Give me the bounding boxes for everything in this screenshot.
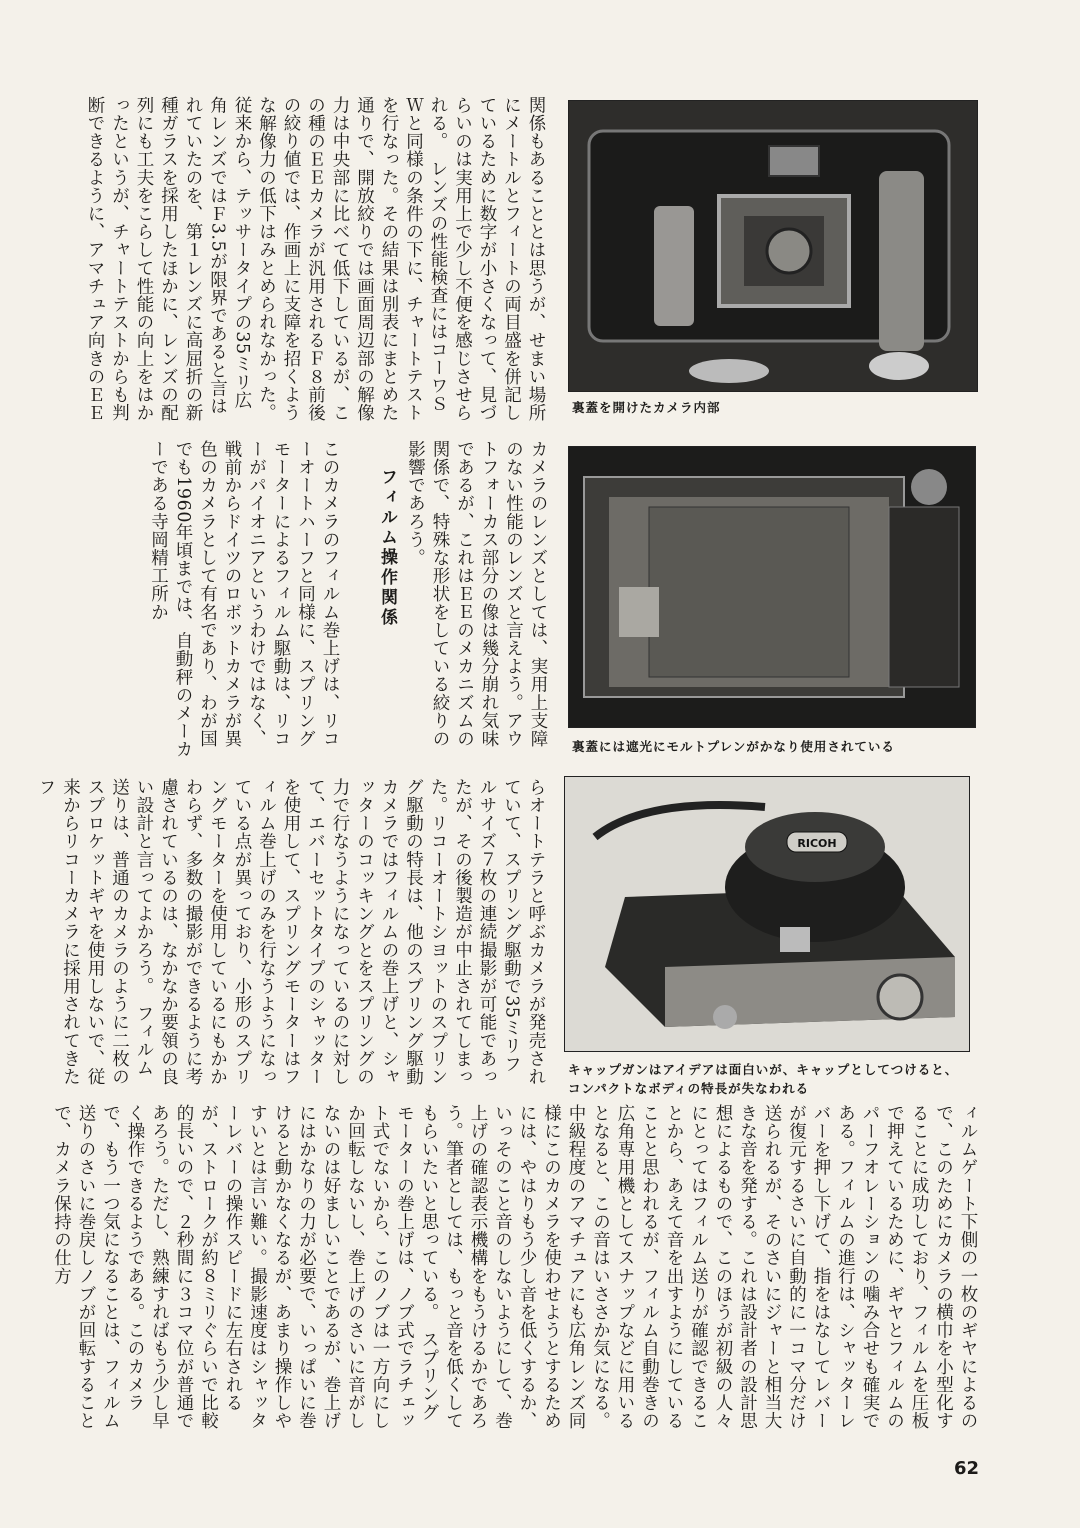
photo-camera-with-cap	[564, 776, 970, 1052]
caption-photo-3: キャップガンはアイデアは面白いが、キャップとしてつけると、コンパクトなボディの特長が失なわれる	[568, 1062, 959, 1096]
column-bottom: ィルムゲート下側の一枚のギヤによるので、このためにカメラの横巾を小型化することに成功しており、フィルムを圧板で押えているために、ギヤとフィルムのパーフオレーションの噛み合せも確実である。フィルムの進行は、シャッターレバーを押し下げて、指をはなしてレバーが復元するさいに自動的に一コマ分だけ送られるが、そのさいにジャーと相当大きな音を発する。これは設計者の設計思想によるもので、このほうが初級の人々にとってはフィルム送りが確認できることから、あえて音を出すようにしていることと思われるが、フィルム自動巻きの広角専用機としてスナップなどに用いるとなると、この音はいささか気になる。中級程度のアマチュアにも広角レンズ同様にこのカメラを使わせようとするためには、やはりもう少し音を低くするか、いっそのこと音のしないようにして、巻上げの確認表示機構をもうけるかであろう。筆者としては、もっと音を低くしてもらいたいと思っている。 スプリングモーターの巻上げは、ノブ式でラチェット式でないから、このノブは一方向にしか回転しないし、巻上げのさいに音がしないのは好ましいことであるが、巻上げにはかなりの力が必要で、いっぱいに巻けると動かなくなるが、あまり操作しやすいとは言い難い。撮影速度はシャッターレバーの操作スピードに左右されるが、ストロークが約８ミリぐらいで比較的長いので、２秒間に３コマ位が普通であろう。ただし、熟練すればもう少し早く操作できるようである。このカメラで、もう一つ気になることは、フィルム送りのさいに巻戻しノブが回転することで、カメラ保持の仕方	[51, 1104, 978, 1430]
column-bottom-right: らオートテラと呼ぶカメラが発売されていて、スプリング駆動で35ミリフルサイズ７枚の連続撮影が可能であったが、その後製造が中止されてしまった。リコーオートシヨットのスプリング駆動の特長は、他のスプリング駆動カメラではフィルムの巻上げと、シャッターのコッキングとをスプリングの力で行なうようになっているのに対して、エバーセットタイプのシャッターを使用して、スプリングモーターはフィルム巻上げのみを行なうようになっている点が異っており、小形のスプリングモーターを使用しているにもかかわらず、多数の撮影ができるように考慮されているのは、なかなか要領の良い設計と言ってよかろう。 フィルム送りは、普通のカメラのように二枚のスプロケットギヤを使用しないで、従来からリコーカメラに採用されてきたフ	[36, 778, 546, 1086]
camera-interior-illustration	[569, 101, 977, 391]
camera-with-cap-illustration	[565, 777, 969, 1051]
section-heading: フィルム操作関係	[377, 468, 397, 628]
photo-back-cover	[568, 446, 976, 728]
page-number: 62	[954, 1458, 980, 1479]
caption-photo-2: 裏蓋には遮光にモルトプレンがかなり使用されている	[572, 739, 895, 754]
ricoh-logo-text: RICOH	[797, 837, 837, 850]
photo-camera-interior	[568, 100, 978, 392]
column-mid-right-a: このカメラのフィルム巻上げは、リコーオートハーフと同様に、スプリングモーターによるフィルム駆動は、リコーがパイオニアというわけではなく、戦前からドイツのロボットカメラが異色のカメラとして有名であり、わが国でも1960年頃までは、自動秤のメーカーである寺岡精工所か	[148, 440, 340, 759]
column-top-right: 関係もあることとは思うが、せまい場所にメートルとフィートの両目盛を併記しているために数字が小さくなって、見づらいのは実用上で少し不便を感じさせられる。 レンズの性能検査にはコーワＳＷと同様の条件の下に、チャートテストを行なった。その結果は別表にまとめた通りで、開放絞りでは画面周辺部の解像力は中央部に比べて低下しているが、この種のＥＥカメラが汎用されるＦ８前後の絞り値では、作画上に支障を招くような解像力の低下はみとめられなかった。従来から、テッサータイプの35ミリ広角レンズではＦ3.5が限界であると言はれていたのを、第１レンズに高屈折の新種ガラスを採用したほかに、レンズの配列にも工夫をこらして性能の向上をはかったというが、チャートテストからも判断できるように、アマチュア向きのＥＥ	[85, 96, 546, 422]
column-mid-right-b: カメラのレンズとしては、実用上支障のない性能のレンズと言えよう。アウトフォーカス部分の像は幾分崩れ気味であるが、これはＥＥのメカニズムの関係で、特殊な形状をしている絞りの影響であろう。	[405, 440, 548, 748]
caption-photo-1: 裏蓋を開けたカメラ内部	[572, 400, 721, 415]
back-cover-illustration	[569, 447, 975, 727]
